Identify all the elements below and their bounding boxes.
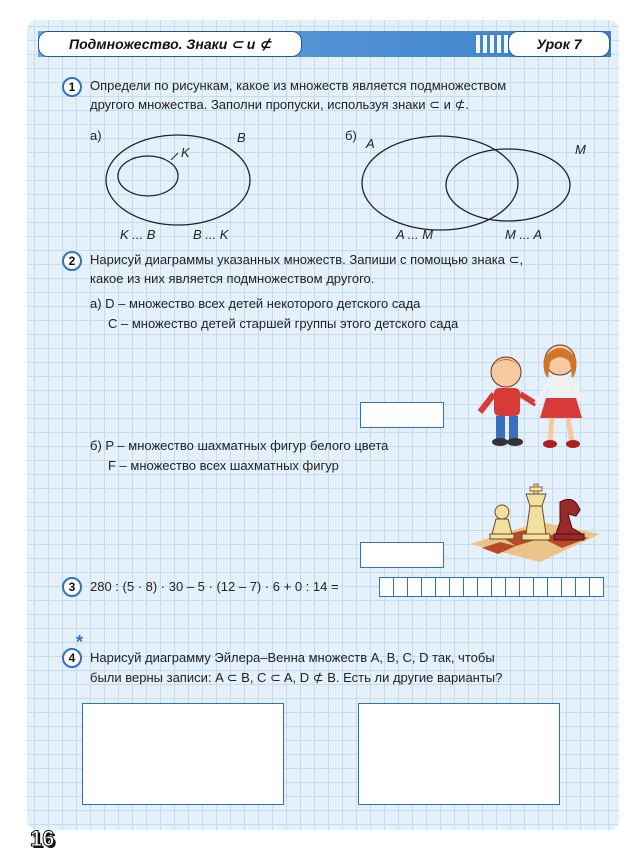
chess-pieces-illustration [470, 472, 600, 564]
task-2-text-line-1: Нарисуй диаграммы указанных множеств. Запиши с помощью знака ⊂, [90, 252, 524, 267]
task-2b-line-2: F – множество всех шахматных фигур [108, 458, 339, 473]
set-b-label: B [237, 130, 246, 145]
task-4-number: 4 [62, 648, 82, 668]
set-k-label: K [181, 145, 190, 160]
task-4-text-line-2: были верны записи: A ⊂ B, C ⊂ A, D ⊄ B. Есть ли другие варианты? [90, 670, 503, 685]
task-1-text-line-1: Определи по рисункам, какое из множеств является подмножеством [90, 78, 507, 93]
blank-k-b[interactable]: K ... B [120, 227, 156, 242]
task-1-number: 1 [62, 77, 82, 97]
task-2a-line-1: а) D – множество всех детей некоторого детского сада [90, 296, 421, 311]
blank-b-k[interactable]: B ... K [193, 227, 229, 242]
task-1-text-line-2: другого множества. Заполни пропуски, используя знаки ⊂ и ⊄. [90, 97, 469, 112]
children-illustration [470, 338, 600, 458]
task-4-drawing-box-1[interactable] [82, 703, 284, 805]
task-2-number: 2 [62, 251, 82, 271]
task-3-expression: 280 : (5 · 8) · 30 – 5 · (12 – 7) · 6 + 0 : 14 = [90, 579, 339, 594]
task-2a-line-2: C – множество детей старшей группы этого детского сада [108, 316, 459, 331]
task-4-text-line-1: Нарисуй диаграмму Эйлера–Венна множеств A, B, C, D так, чтобы [90, 650, 495, 665]
task-2b-answer-box[interactable] [360, 542, 444, 568]
task-1b-label: б) [345, 128, 357, 143]
task-2a-answer-box[interactable] [360, 402, 444, 428]
task-4-star: * [76, 632, 84, 652]
task-3-number: 3 [62, 577, 82, 597]
blank-m-a[interactable]: M ... A [505, 227, 543, 242]
task-2b-line-1: б) P – множество шахматных фигур белого цвета [90, 438, 389, 453]
page-number: 16 [30, 826, 55, 851]
task-4-drawing-box-2[interactable] [358, 703, 560, 805]
set-m-label: M [575, 142, 586, 157]
lesson-label: Урок 7 [508, 31, 610, 57]
set-a-label: A [366, 136, 375, 151]
page-title: Подмножество. Знаки ⊂ и ⊄ [38, 31, 302, 57]
task-1a-label: а) [90, 128, 102, 143]
task-2-text-line-2: какое из них является подмножеством другого. [90, 271, 375, 286]
task-3-answer-cells[interactable] [380, 577, 604, 597]
blank-a-m[interactable]: A ... M [396, 227, 434, 242]
